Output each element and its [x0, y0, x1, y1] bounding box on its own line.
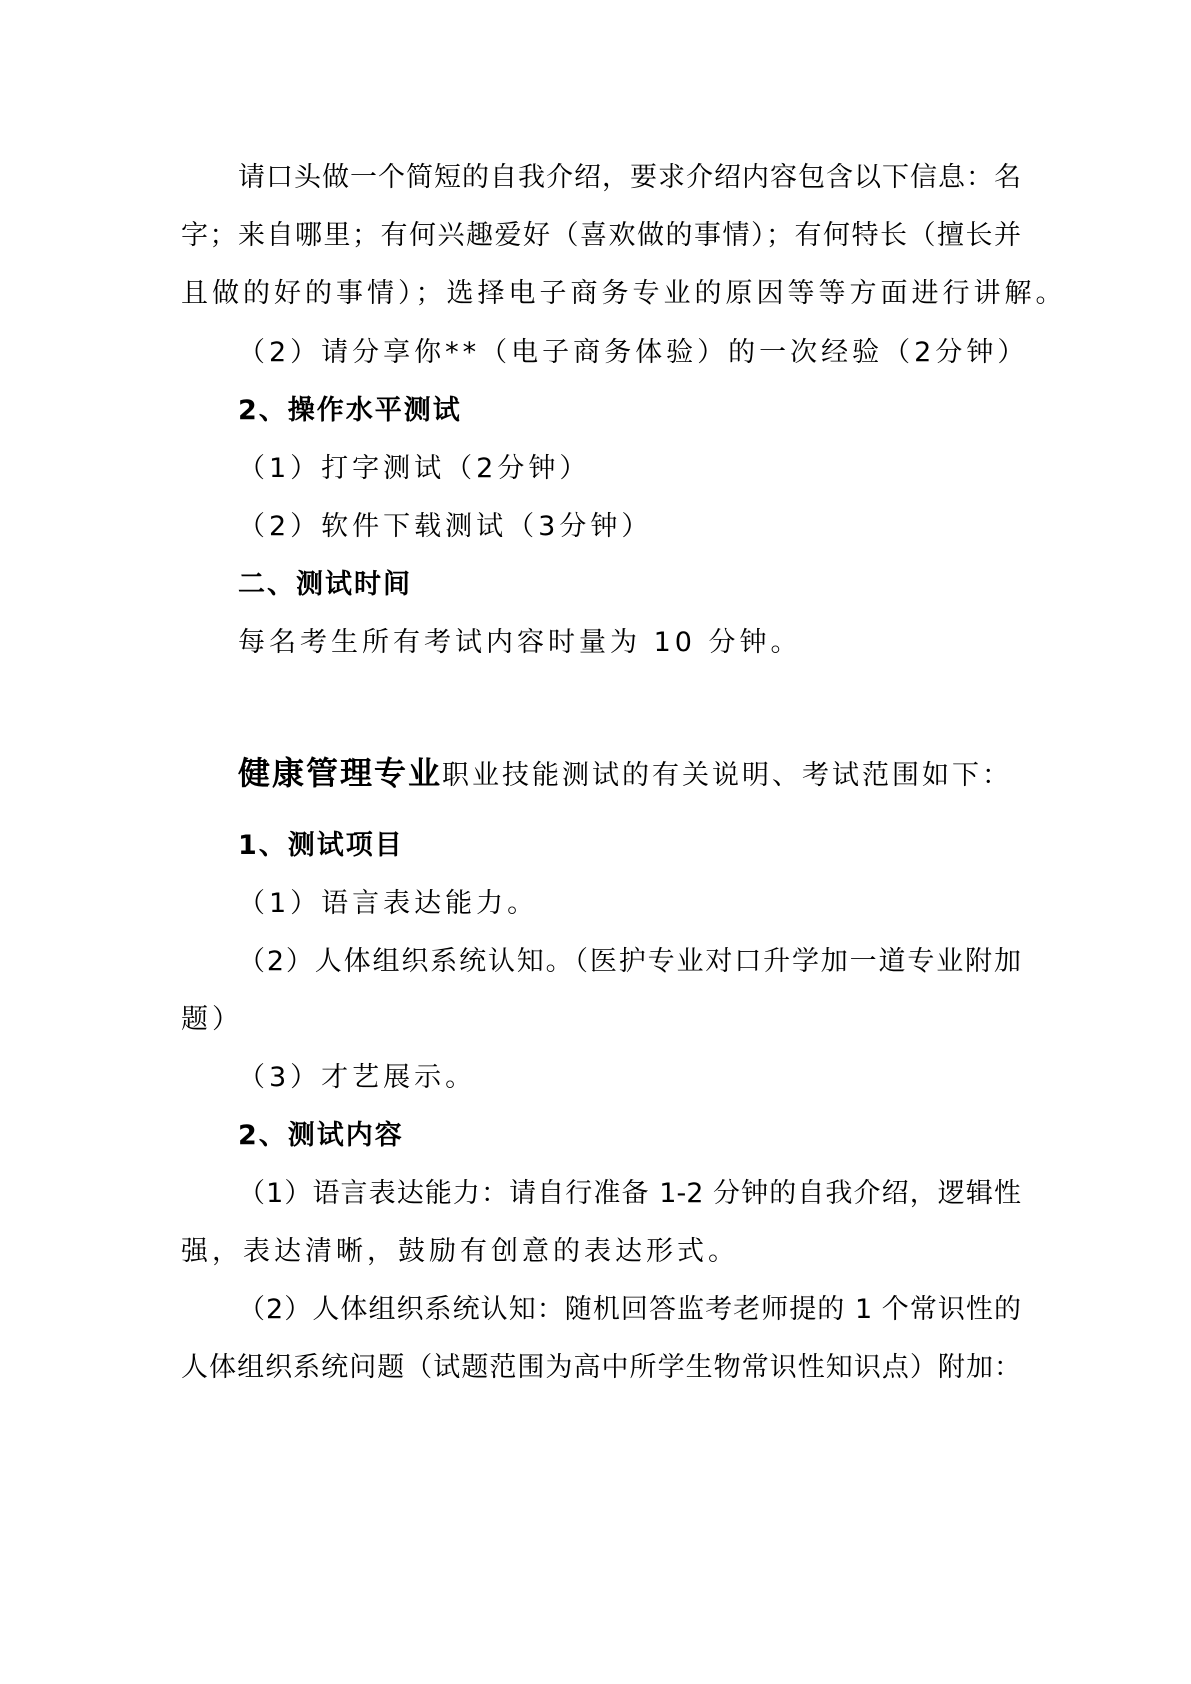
list-item: （1）语言表达能力。 [238, 888, 539, 919]
paragraph-line: 请口头做一个简短的自我介绍，要求介绍内容包含以下信息：名 [238, 162, 1021, 193]
list-item: （1）打字测试（2分钟） [238, 453, 591, 484]
list-item: （2）人体组织系统认知。（医护专业对口升学加一道专业附加 [238, 946, 1021, 977]
paragraph-line: 且做的好的事情）；选择电子商务专业的原因等等方面进行讲解。 [181, 278, 1067, 309]
section-heading: 1、测试项目 [238, 830, 404, 861]
list-item-continuation: 题） [181, 1004, 243, 1035]
section-heading: 2、操作水平测试 [238, 395, 462, 426]
section-heading: 二、测试时间 [238, 569, 412, 600]
major-title: 健康管理专业 [238, 754, 443, 792]
major-intro-text: 职业技能测试的有关说明、考试范围如下： [442, 760, 1013, 791]
list-item-continuation: 强，表达清晰，鼓励有创意的表达形式。 [181, 1236, 739, 1267]
paragraph-line: （2）请分享你**（电子商务体验）的一次经验（2分钟） [238, 337, 1029, 368]
list-item-continuation: 人体组织系统问题（试题范围为高中所学生物常识性知识点）附加： [181, 1352, 1021, 1383]
major-intro-line [238, 756, 1021, 793]
section-heading: 2、测试内容 [238, 1120, 404, 1151]
list-item: （2）软件下载测试（3分钟） [238, 511, 653, 542]
paragraph-line: 字；来自哪里；有何兴趣爱好（喜欢做的事情）；有何特长（擅长并 [181, 220, 1021, 251]
list-item: （1）语言表达能力：请自行准备 1-2 分钟的自我介绍，逻辑性 [238, 1178, 1021, 1209]
paragraph-line: 每名考生所有考试内容时量为 10 分钟。 [238, 627, 802, 658]
list-item: （2）人体组织系统认知：随机回答监考老师提的 1 个常识性的 [238, 1294, 1021, 1325]
list-item: （3）才艺展示。 [238, 1062, 477, 1093]
